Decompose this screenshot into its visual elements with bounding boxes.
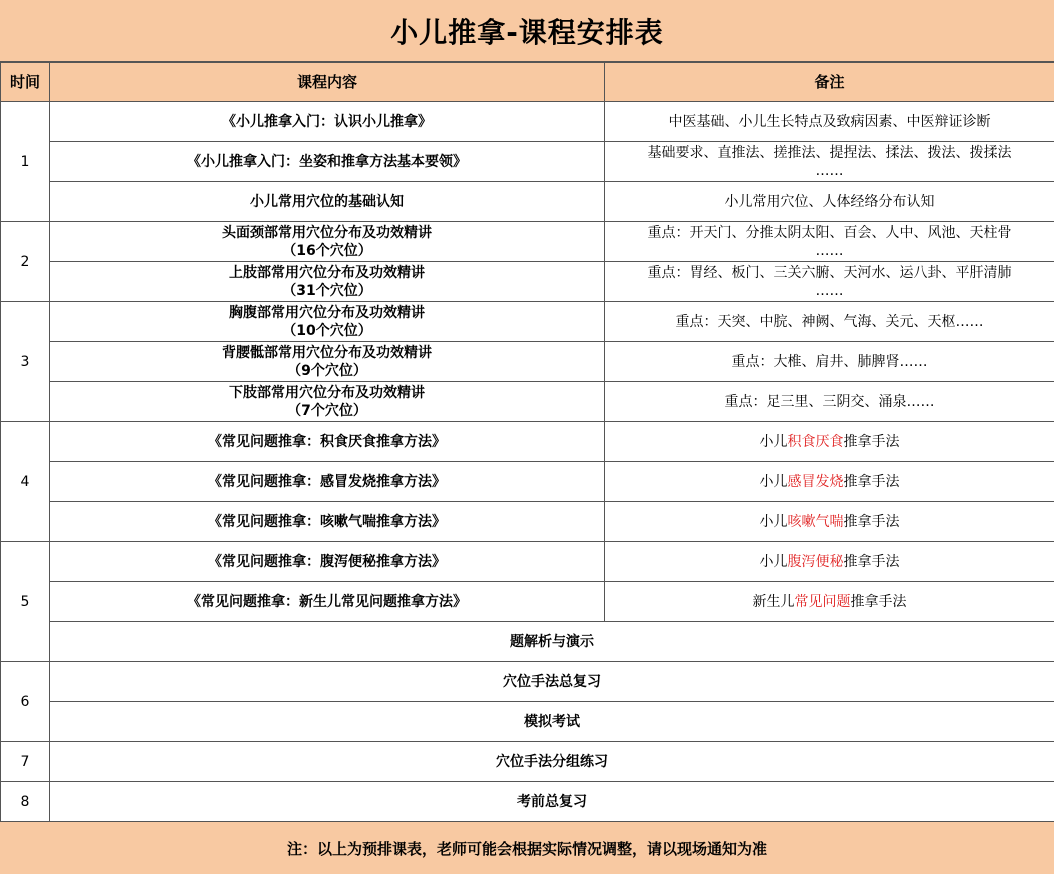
- merged-course-cell: 穴位手法总复习: [50, 662, 1054, 702]
- course-line: 下肢部常用穴位分布及功效精讲: [229, 384, 425, 401]
- course-line: 上肢部常用穴位分布及功效精讲: [229, 264, 425, 281]
- table-row: [1, 502, 1054, 542]
- course-cell: 《小儿推拿入门：认识小儿推拿》: [50, 102, 605, 142]
- note-prefix: 小儿: [759, 433, 788, 450]
- note-prefix: 小儿: [759, 473, 788, 490]
- note-suffix: 推拿手法: [843, 473, 900, 490]
- day-cell: 5: [1, 542, 50, 662]
- merged-course-cell: 考前总复习: [50, 782, 1054, 822]
- course-line: （9个穴位）: [287, 362, 367, 379]
- course-cell: 《常见问题推拿：腹泻便秘推拿方法》: [50, 542, 605, 582]
- page-title: 小儿推拿-课程安排表: [390, 15, 664, 49]
- course-line: （7个穴位）: [287, 402, 367, 419]
- table-row: [1, 662, 1054, 702]
- table-row: [1, 222, 1054, 262]
- note-line: 基础要求、直推法、搓推法、提捏法、揉法、拨法、拨揉法: [647, 144, 1012, 161]
- note-line: ……: [815, 242, 844, 259]
- day-cell: 2: [1, 222, 50, 302]
- note-suffix: 推拿手法: [843, 513, 900, 530]
- note-cell: 重点：足三里、三阴交、涌泉……: [605, 382, 1054, 422]
- course-cell: 《小儿推拿入门：坐姿和推拿方法基本要领》: [50, 142, 605, 182]
- header-time: 时间: [1, 63, 50, 102]
- table-row: [1, 782, 1054, 822]
- course-cell: [50, 382, 605, 422]
- note-line: 重点：开天门、分推太阴太阳、百会、人中、风池、天柱骨: [647, 224, 1012, 241]
- merged-course-cell: 穴位手法分组练习: [50, 742, 1054, 782]
- note-cell: [605, 582, 1054, 622]
- course-cell: 《常见问题推拿：积食厌食推拿方法》: [50, 422, 605, 462]
- course-cell: 《常见问题推拿：咳嗽气喘推拿方法》: [50, 502, 605, 542]
- course-cell: [50, 302, 605, 342]
- note-suffix: 推拿手法: [843, 553, 900, 570]
- course-line: 胸腹部常用穴位分布及功效精讲: [229, 304, 425, 321]
- day-cell: 6: [1, 662, 50, 742]
- course-line: 背腰骶部常用穴位分布及功效精讲: [222, 344, 432, 361]
- table-row: [1, 742, 1054, 782]
- table-row: [1, 542, 1054, 582]
- note-cell: 重点：大椎、肩井、肺脾肾……: [605, 342, 1054, 382]
- note-highlight: 常见问题: [794, 593, 851, 610]
- schedule-table: [0, 62, 1054, 822]
- note-highlight: 咳嗽气喘: [787, 513, 844, 530]
- table-row: [1, 262, 1054, 302]
- course-cell: 《常见问题推拿：新生儿常见问题推拿方法》: [50, 582, 605, 622]
- course-cell: [50, 342, 605, 382]
- note-line: ……: [815, 162, 844, 179]
- table-row: [1, 342, 1054, 382]
- note-suffix: 推拿手法: [843, 433, 900, 450]
- note-prefix: 小儿: [759, 513, 788, 530]
- course-line: （16个穴位）: [282, 242, 372, 259]
- day-cell: 7: [1, 742, 50, 782]
- table-row: [1, 302, 1054, 342]
- day-cell: 8: [1, 782, 50, 822]
- table-row: [1, 102, 1054, 142]
- title-bar: [0, 0, 1054, 62]
- note-cell: [605, 542, 1054, 582]
- course-line: 头面颈部常用穴位分布及功效精讲: [222, 224, 432, 241]
- header-notes: 备注: [605, 63, 1054, 102]
- table-row: [1, 622, 1054, 662]
- note-cell: [605, 422, 1054, 462]
- table-header-row: [1, 63, 1054, 102]
- course-cell: [50, 222, 605, 262]
- table-row: [1, 142, 1054, 182]
- course-cell: [50, 262, 605, 302]
- note-cell: [605, 502, 1054, 542]
- course-cell: 《常见问题推拿：感冒发烧推拿方法》: [50, 462, 605, 502]
- day-cell: 4: [1, 422, 50, 542]
- note-cell: 中医基础、小儿生长特点及致病因素、中医辩证诊断: [605, 102, 1054, 142]
- note-line: 重点：胃经、板门、三关六腑、天河水、运八卦、平肝清肺: [647, 264, 1012, 281]
- note-cell: [605, 142, 1054, 182]
- course-cell: 小儿常用穴位的基础认知: [50, 182, 605, 222]
- course-line: （10个穴位）: [282, 322, 372, 339]
- table-row: [1, 582, 1054, 622]
- header-content: 课程内容: [50, 63, 605, 102]
- merged-course-cell: 模拟考试: [50, 702, 1054, 742]
- note-cell: 小儿常用穴位、人体经络分布认知: [605, 182, 1054, 222]
- note-prefix: 小儿: [759, 553, 788, 570]
- note-prefix: 新生儿: [752, 593, 795, 610]
- table-row: [1, 702, 1054, 742]
- table-row: [1, 182, 1054, 222]
- footer-note-bar: [0, 821, 1054, 874]
- note-suffix: 推拿手法: [850, 593, 907, 610]
- note-line: ……: [815, 282, 844, 299]
- note-highlight: 腹泻便秘: [787, 553, 844, 570]
- day-cell: 3: [1, 302, 50, 422]
- day-cell: 1: [1, 102, 50, 222]
- note-highlight: 积食厌食: [787, 433, 844, 450]
- table-row: [1, 422, 1054, 462]
- merged-course-cell: 题解析与演示: [50, 622, 1054, 662]
- note-cell: 重点：天突、中脘、神阙、气海、关元、天枢……: [605, 302, 1054, 342]
- table-row: [1, 382, 1054, 422]
- note-cell: [605, 462, 1054, 502]
- note-cell: [605, 222, 1054, 262]
- footer-note: 注：以上为预排课表，老师可能会根据实际情况调整，请以现场通知为准: [286, 839, 767, 858]
- course-line: （31个穴位）: [282, 282, 372, 299]
- note-highlight: 感冒发烧: [787, 473, 844, 490]
- note-cell: [605, 262, 1054, 302]
- table-row: [1, 462, 1054, 502]
